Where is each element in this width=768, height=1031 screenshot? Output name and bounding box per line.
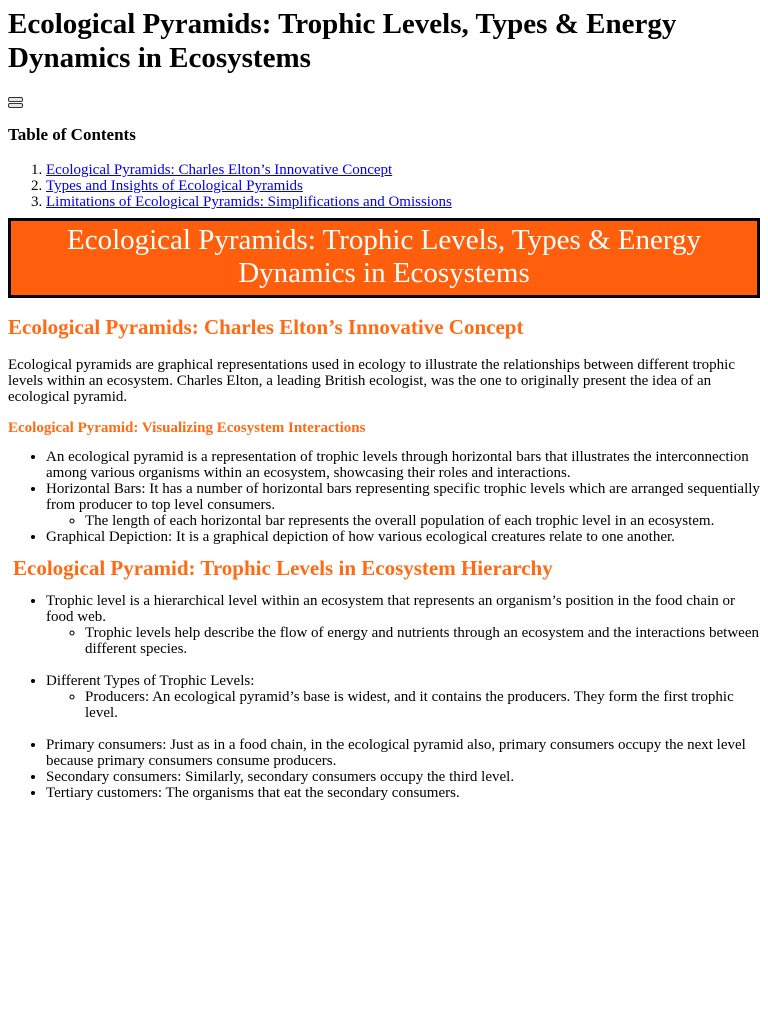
toggle-bar-icon [8, 103, 23, 108]
toc-heading: Table of Contents [8, 125, 136, 144]
page [0, 7, 768, 801]
list-item [46, 481, 760, 529]
list-item-text: Horizontal Bars: It has a number of horizontal bars representing specific trophic levels which are arranged sequentially from producer to top level consumers. [46, 481, 760, 513]
title-banner: Ecological Pyramids: Trophic Levels, Types & Energy Dynamics in Ecosystems [8, 218, 760, 298]
toc-link-types[interactable]: Types and Insights of Ecological Pyramids [46, 178, 303, 194]
table-of-contents [8, 162, 760, 210]
spacer [46, 657, 760, 673]
section-heading: Ecological Pyramid: Trophic Levels in Ecosystem Hierarchy [13, 556, 553, 580]
toggle-icon[interactable] [8, 97, 23, 108]
toc-item [46, 178, 760, 194]
subsection-heading: Ecological Pyramid: Visualizing Ecosystem Interactions [8, 420, 366, 436]
sub-bullet-list [46, 689, 760, 721]
toc-link-limitations[interactable]: Limitations of Ecological Pyramids: Simplifications and Omissions [46, 194, 452, 210]
sub-bullet-list [46, 513, 760, 529]
list-item: • Primary consumers: Just as in a food chain, in the ecological pyramid also, primary consumers occupy the next level because primary consumers consume producers. [46, 737, 760, 769]
bullet-list [8, 593, 760, 801]
toc-link-elton[interactable]: Ecological Pyramids: Charles Elton’s Innovative Concept [46, 162, 393, 178]
toc-item [46, 162, 760, 178]
list-item: ◦ Producers: An ecological pyramid’s base is widest, and it contains the producers. They form the first trophic level. [85, 689, 760, 721]
sub-bullet-list [46, 625, 760, 657]
list-item [46, 673, 760, 737]
toggle-bar-icon [8, 97, 23, 102]
list-item: ◦ Trophic levels help describe the flow of energy and nutrients through an ecosystem and the interactions between different species. [85, 625, 760, 657]
page-title: Ecological Pyramids: Trophic Levels, Types & Energy Dynamics in Ecosystems [8, 8, 677, 74]
toc-item [46, 194, 760, 210]
list-item: • Secondary consumers: Similarly, secondary consumers occupy the third level. [46, 769, 760, 785]
intro-paragraph: Ecological pyramids are graphical representations used in ecology to illustrate the relationships between different trophic levels within an ecosystem. Charles Elton, a leading British ecologist, was the one to originally present the idea of an ecological pyramid. [8, 357, 735, 405]
list-item: • An ecological pyramid is a representation of trophic levels through horizontal bars that illustrates the interconnection among various organisms within an ecosystem, showcasing their roles and interactions. [46, 449, 760, 481]
section-heading: Ecological Pyramids: Charles Elton’s Innovative Concept [8, 315, 524, 339]
spacer [46, 721, 760, 737]
list-item-text: Trophic level is a hierarchical level within an ecosystem that represents an organism’s position in the food chain or food web. [46, 593, 735, 625]
list-item: ◦ The length of each horizontal bar represents the overall population of each trophic level in an ecosystem. [85, 513, 760, 529]
bullet-list [8, 449, 760, 545]
list-item: • Graphical Depiction: It is a graphical depiction of how various ecological creatures relate to one another. [46, 529, 760, 545]
list-item-text: Different Types of Trophic Levels: [46, 673, 255, 689]
list-item: • Tertiary customers: The organisms that eat the secondary consumers. [46, 785, 760, 801]
list-item [46, 593, 760, 673]
